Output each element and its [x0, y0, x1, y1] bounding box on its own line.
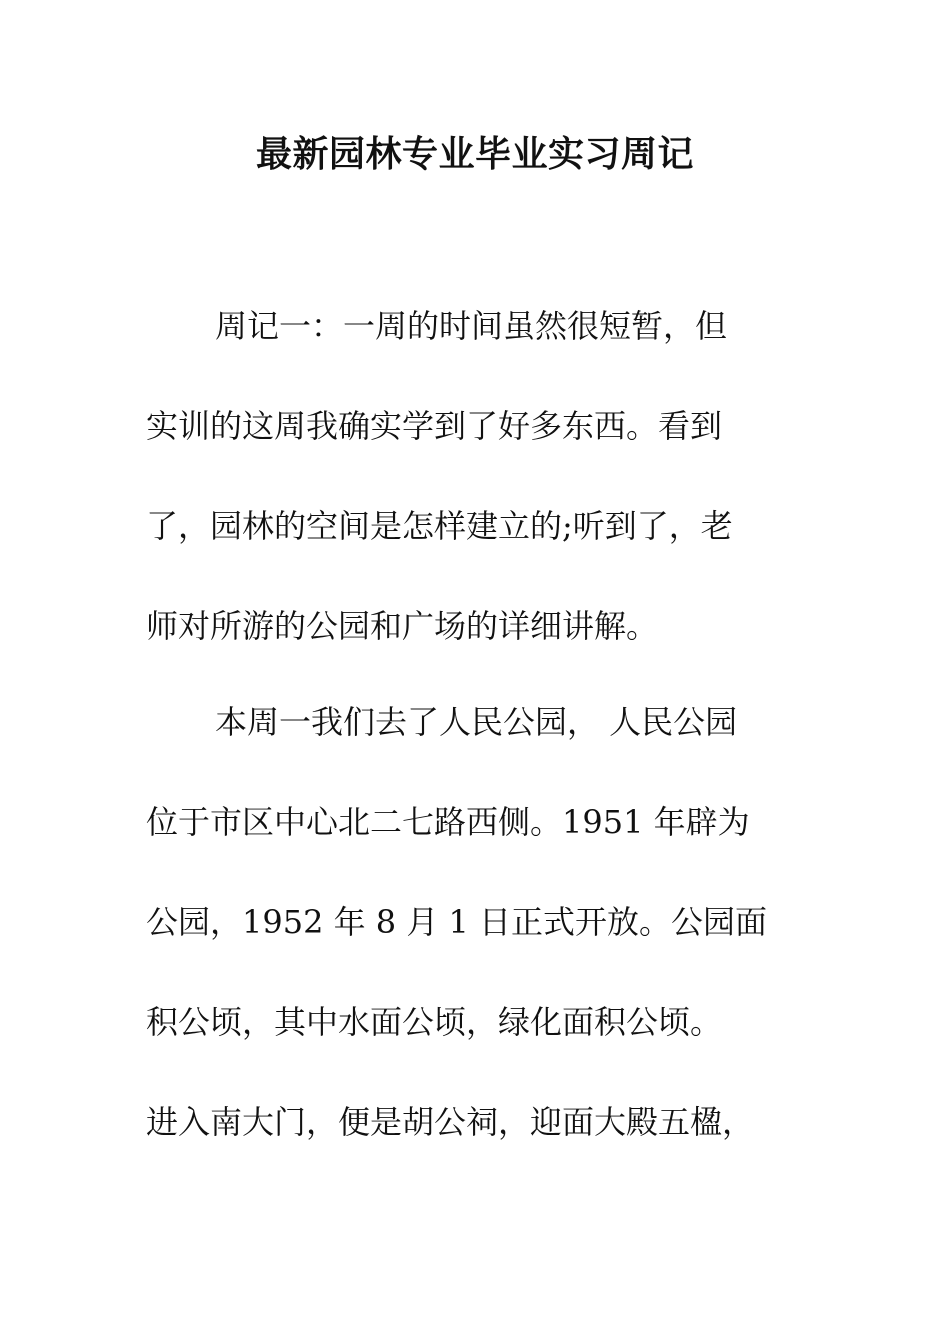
- paragraph-1: [146, 301, 806, 701]
- text-line: 位于市区中心北二七路西侧。1951 年辟为: [146, 803, 750, 841]
- text-line: 公园，1952 年 8 月 1 日正式开放。公园面: [146, 903, 768, 941]
- text-line: 实训的这周我确实学到了好多东西。看到: [146, 407, 723, 445]
- text-line: 本周一我们去了人民公园， 人民公园: [215, 703, 738, 741]
- text-line: 师对所游的公园和广场的详细讲解。: [146, 607, 659, 645]
- text-line: 进入南大门，便是胡公祠，迎面大殿五楹，: [146, 1103, 755, 1141]
- text-line: 周记一：一周的时间虽然很短暂，但: [215, 307, 728, 345]
- document-title: 最新园林专业毕业实习周记: [255, 133, 694, 175]
- text-line: 了，园林的空间是怎样建立的;听到了，老: [146, 507, 733, 545]
- paragraph-2: [146, 697, 806, 1197]
- text-line: 积公顷，其中水面公顷，绿化面积公顷。: [146, 1003, 723, 1041]
